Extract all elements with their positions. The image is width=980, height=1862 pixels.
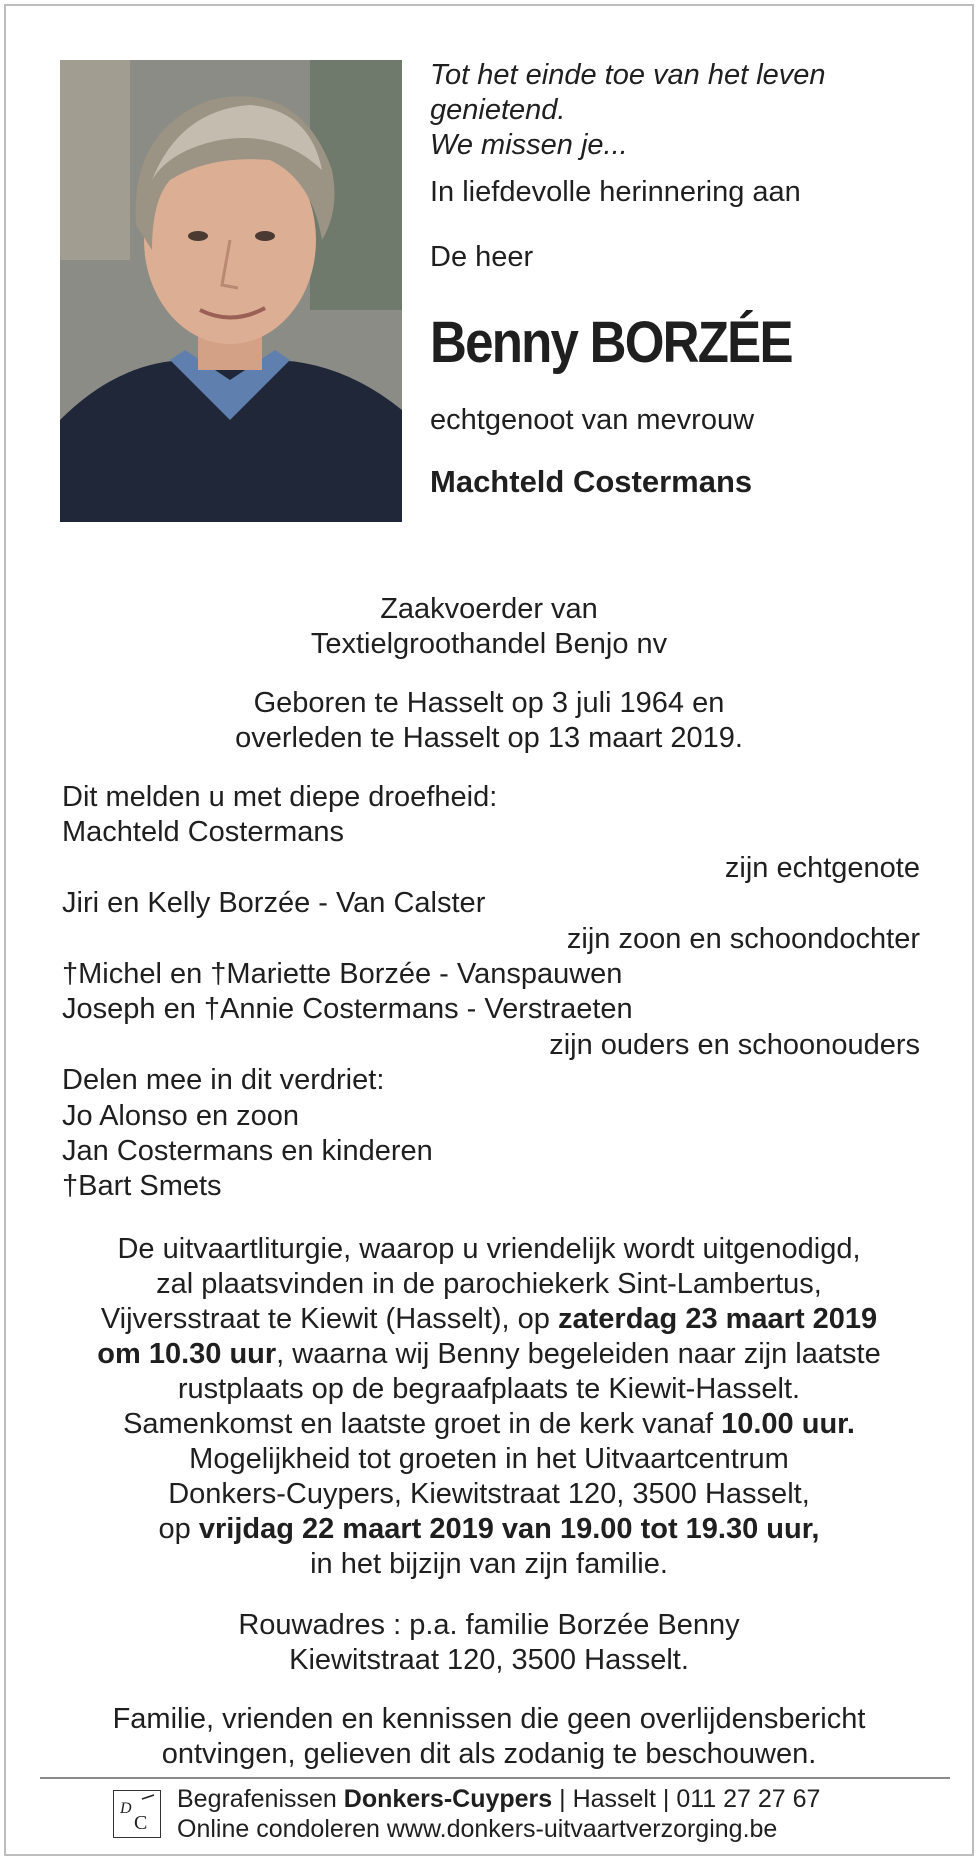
death-line: overleden te Hasselt op 13 maart 2019. — [235, 722, 743, 754]
family-member: †Michel en †Mariette Borzée - Vanspauwen — [62, 958, 623, 991]
family-block — [62, 780, 920, 1205]
title-line: De heer — [430, 241, 534, 273]
birth-line: Geboren te Hasselt op 3 juli 1964 en — [253, 687, 725, 719]
funeral-home-name: Donkers-Cuypers — [343, 1785, 553, 1813]
service-text: Vijversstraat te Kiewit (Hasselt), op — [100, 1303, 558, 1335]
service-line — [6, 1407, 972, 1442]
quote-line: genietend. — [430, 94, 566, 126]
family-member: Jan Costermans en kinderen — [62, 1135, 433, 1168]
footer-line — [177, 1784, 820, 1814]
footer-website: Online condoleren www.donkers-uitvaartverzorging.be — [177, 1815, 778, 1843]
service-block — [6, 1232, 972, 1582]
footer-label: Begrafenissen — [177, 1785, 344, 1813]
service-line: Donkers-Cuypers, Kiewitstraat 120, 3500 Hasselt, — [168, 1478, 810, 1510]
service-line — [6, 1302, 972, 1337]
quote-line: Tot het einde toe van het leven — [430, 59, 826, 91]
quote-line: We missen je... — [430, 129, 628, 161]
spouse-name: Machteld Costermans — [430, 464, 753, 499]
service-line — [6, 1337, 972, 1372]
address-line: Rouwadres : p.a. familie Borzée Benny — [238, 1609, 740, 1641]
service-date: zaterdag 23 maart 2019 — [558, 1303, 878, 1335]
gathering-time: 10.00 uur. — [721, 1408, 855, 1440]
visitation-date: vrijdag 22 maart 2019 van 19.00 tot 19.30 uur, — [198, 1513, 820, 1545]
notice-line: ontvingen, gelieven dit als zodanig te beschouwen. — [161, 1738, 817, 1770]
family-role: zijn ouders en schoonouders — [549, 1028, 920, 1061]
intro-block — [430, 58, 950, 500]
service-line: zal plaatsvinden in de parochiekerk Sint-Lambertus, — [156, 1268, 822, 1300]
spouse-label: echtgenoot van mevrouw — [430, 404, 755, 436]
family-member: Jo Alonso en zoon — [62, 1099, 300, 1132]
portrait-photo — [60, 60, 402, 522]
deceased-name: Benny BORZÉE — [430, 310, 792, 375]
funeral-home-logo — [113, 1790, 161, 1838]
memory-line: In liefdevolle herinnering aan — [430, 176, 801, 208]
service-line — [6, 1512, 972, 1547]
notice-block — [6, 1702, 972, 1772]
logo-letter: D — [120, 1800, 132, 1817]
job-line: Zaakvoerder van — [380, 593, 598, 625]
address-line: Kiewitstraat 120, 3500 Hasselt. — [289, 1644, 689, 1676]
notice-line: Familie, vrienden en kennissen die geen overlijdensbericht — [112, 1703, 866, 1735]
service-line: in het bijzijn van zijn familie. — [310, 1548, 668, 1580]
footer-divider — [40, 1777, 950, 1779]
portrait-illustration — [60, 60, 402, 522]
service-text: , waarna wij Benny begeleiden naar zijn laatste — [276, 1338, 881, 1370]
family-member: Joseph en †Annie Costermans - Verstraeten — [62, 993, 633, 1026]
service-line: rustplaats op de begraafplaats te Kiewit-Hasselt. — [177, 1373, 801, 1405]
family-role: zijn zoon en schoondochter — [566, 922, 920, 955]
service-text: Samenkomst en laatste groet in de kerk vanaf — [123, 1408, 722, 1440]
family-member: Jiri en Kelly Borzée - Van Calster — [62, 887, 486, 920]
footer-text — [177, 1784, 820, 1844]
job-line: Textielgroothandel Benjo nv — [310, 628, 668, 660]
share-heading: Delen mee in dit verdriet: — [62, 1064, 385, 1097]
obituary-card — [4, 4, 974, 1856]
dates-block — [6, 686, 972, 756]
service-time: om 10.30 uur — [97, 1338, 277, 1370]
family-heading: Dit melden u met diepe droefheid: — [62, 781, 498, 813]
family-role: zijn echtgenote — [724, 851, 920, 884]
job-block — [6, 592, 972, 662]
footer-contact: | Hasselt | 011 27 27 67 — [552, 1785, 821, 1813]
service-line: Mogelijkheid tot groeten in het Uitvaartcentrum — [189, 1443, 789, 1475]
service-line: De uitvaartliturgie, waarop u vriendelijk wordt uitgenodigd, — [117, 1233, 861, 1265]
logo-letter: C — [134, 1812, 148, 1834]
family-member: Machteld Costermans — [62, 816, 345, 849]
service-text: op — [158, 1513, 199, 1545]
family-member: †Bart Smets — [62, 1170, 222, 1203]
logo-mark-icon — [114, 1791, 160, 1837]
address-block — [6, 1608, 972, 1678]
